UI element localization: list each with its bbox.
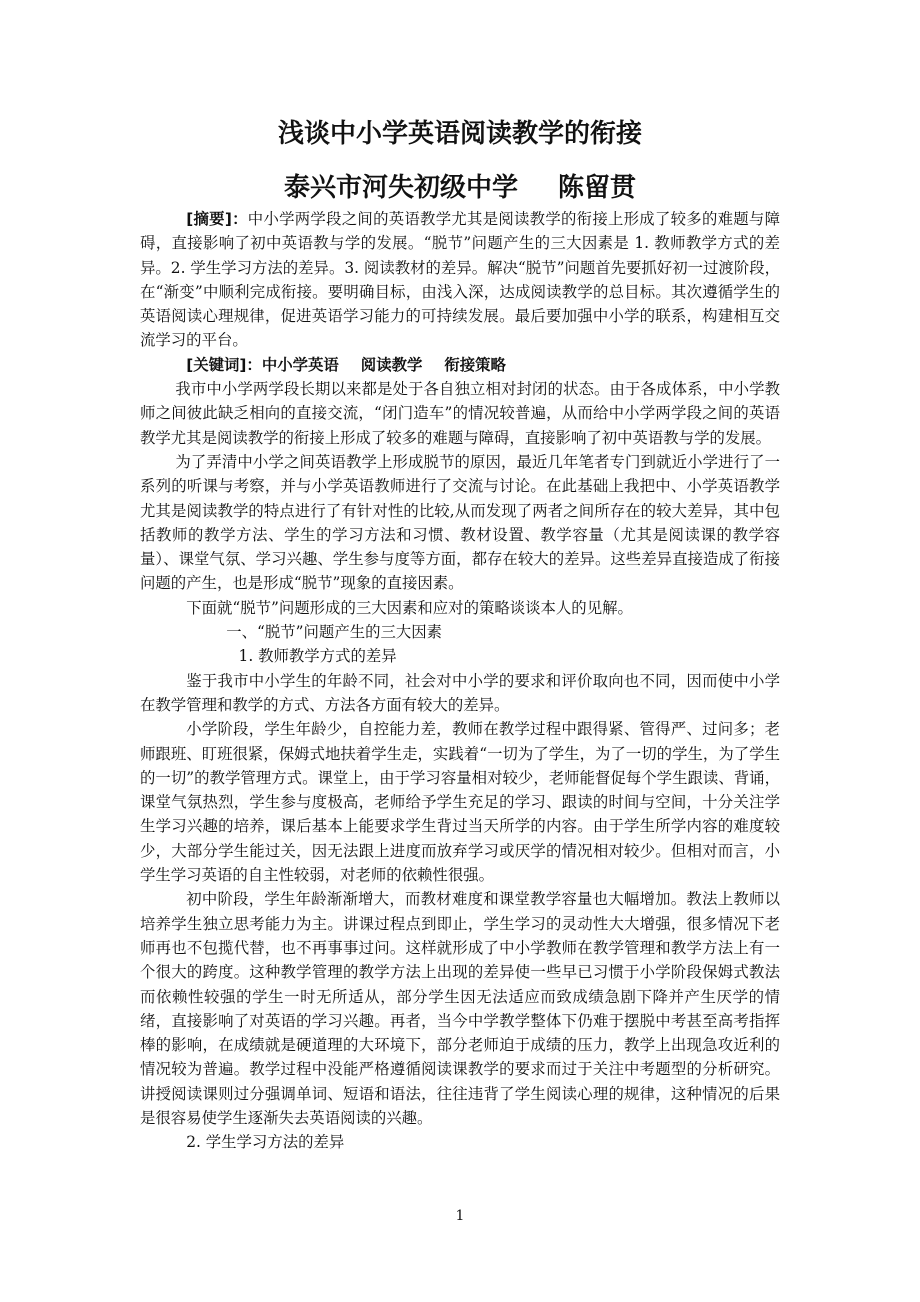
keyword-item: 衔接策略 bbox=[444, 355, 506, 374]
body-paragraph: 为了弄清中小学之间英语教学上形成脱节的原因，最近几年笔者专门到就近小学进行了一系列的听课与考察，并与小学英语教师进行了交流与讨论。在此基础上我把中、小学英语教学尤其是阅读教学的特点进行了有针对性的比较,从而发现了两者之间所存在的较大差异，其中包括教师的教学方法、学生的学习方法和习惯、教材设置、教学容量（尤其是阅读课的教学容量）、课堂气氛、学习兴趣、学生参与度等方面，都存在较大的差异。这些差异直接造成了衔接问题的产生，也是形成“脱节”现象的直接因素。 bbox=[140, 452, 780, 593]
body-paragraph: 我市中小学两学段长期以来都是处于各自独立相对封闭的状态。由于各成体系，中小学教师之间彼此缺乏相向的直接交流，“闭门造车”的情况较普遍，从而给中小学两学段之间的英语教学尤其是阅读教学的衔接上形成了较多的难题与障碍，直接影响了初中英语教与学的发展。 bbox=[140, 380, 780, 447]
abstract-paragraph bbox=[140, 207, 780, 353]
author-line bbox=[140, 170, 780, 206]
body-paragraph: 鉴于我市中小学生的年龄不同，社会对中小学的要求和评价取向也不同，因而使中小学在教学管理和教学的方式、方法各方面有较大的差异。 bbox=[140, 671, 780, 714]
keyword-item: 中小学英语 bbox=[261, 355, 339, 374]
document-body bbox=[140, 207, 780, 1155]
keyword-item: 阅读教学 bbox=[360, 355, 423, 374]
subsection-heading: 1. 教师教学方式的差异 bbox=[238, 647, 397, 666]
abstract-label: [摘要]： bbox=[186, 210, 248, 228]
subsection-heading: 2. 学生学习方法的差异 bbox=[186, 1133, 345, 1152]
body-paragraph: 小学阶段，学生年龄少，自控能力差，教师在教学过程中跟得紧、管得严、过问多；老师跟班、盯班很紧，保姆式地扶着学生走，实践着“一切为了学生，为了一切的学生，为了学生的一切”的教学管理方式。课堂上，由于学习容量相对较少，老师能督促每个学生跟读、背诵，课堂气氛热烈，学生参与度极高，老师给予学生充足的学习、跟读的时间与空间，十分关注学生学习兴趣的培养，课后基本上能要求学生背过当天所学的内容。由于学生所学内容的难度较少，大部分学生能过关，因无法跟上进度而放弃学习或厌学的情况相对较少。但相对而言，小学生学习英语的自主性较弱，对老师的依赖性很强。 bbox=[140, 720, 780, 885]
school-name: 泰兴市河失初级中学 bbox=[283, 173, 518, 203]
abstract-text: 中小学两学段之间的英语教学尤其是阅读教学的衔接上形成了较多的难题与障碍，直接影响了初中英语教与学的发展。“脱节”问题产生的三大因素是 1. 教师教学方式的差异。2. 学生学习方法的差异。3. 阅读教材的差异。解决“脱节”问题首先要抓好初一过渡阶段，在“渐变”中顺利完成衔接。要明确目标，由浅入深，达成阅读教学的总目标。其次遵循学生的英语阅读心理规律，促进英语学习能力的可持续发展。最后要加强中小学的联系，构建相互交流学习的平台。 bbox=[140, 210, 780, 350]
keywords-paragraph bbox=[140, 353, 780, 377]
section-heading: 一、“脱节”问题产生的三大因素 bbox=[226, 623, 443, 642]
document-title: 浅谈中小学英语阅读教学的衔接 bbox=[277, 119, 642, 149]
page-number: 1 bbox=[455, 1208, 465, 1224]
body-paragraph: 初中阶段，学生年龄渐渐增大，而教材难度和课堂教学容量也大幅增加。教法上教师以培养学生独立思考能力为主。讲课过程点到即止，学生学习的灵动性大大增强，很多情况下老师再也不包揽代替，也不再事事过问。这样就形成了中小学教师在教学管理和教学方法上有一个很大的跨度。这种教学管理的教学方法上出现的差异使一些早已习惯于小学阶段保姆式教法而依赖性较强的学生一时无所适从，部分学生因无法适应而致成绩急剧下降并产生厌学的情绪，直接影响了对英语的学习兴趣。再者，当今中学教学整体下仍难于摆脱中考甚至高考指挥棒的影响，在成绩就是硬道理的大环境下，部分老师迫于成绩的压力，教学上出现急攻近利的情况较为普遍。教学过程中没能严格遵循阅读课教学的要求而过于关注中考题型的分析研究。讲授阅读课则过分强调单词、短语和语法，往往违背了学生阅读心理的规律，这种情况的后果是很容易使学生逐渐失去英语阅读的兴趣。 bbox=[140, 890, 780, 1127]
author-name: 陈留贯 bbox=[558, 173, 637, 203]
body-paragraph: 下面就“脱节”问题形成的三大因素和应对的策略谈谈本人的见解。 bbox=[186, 598, 633, 617]
keywords-label: [关键词]： bbox=[186, 355, 262, 374]
